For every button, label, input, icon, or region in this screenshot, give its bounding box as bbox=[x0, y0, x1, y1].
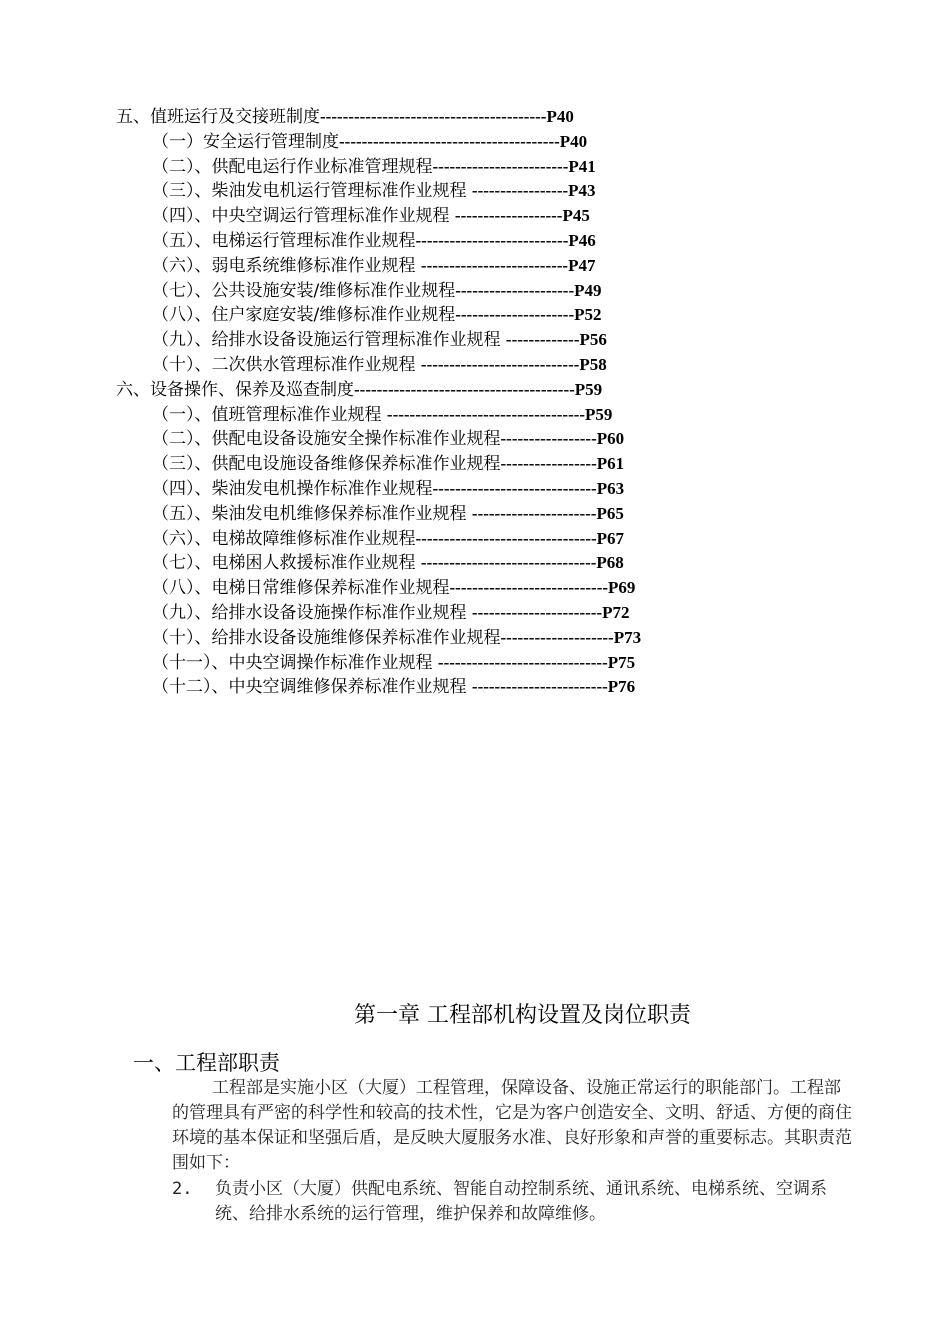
toc-entry-title: 六、设备操作、保养及巡查制度 bbox=[116, 379, 354, 400]
toc-entry-page: P52 bbox=[574, 305, 602, 325]
toc-entry[interactable] bbox=[0, 105, 950, 130]
intro-paragraph bbox=[172, 1076, 852, 1176]
toc-entry-title: （一）、值班管理标准作业规程 bbox=[152, 404, 387, 425]
toc-entry-leader: --------------------- bbox=[455, 305, 575, 325]
toc-entry-title: （十一）、中央空调操作标准作业规程 bbox=[152, 652, 438, 673]
toc-entry[interactable] bbox=[0, 576, 950, 601]
toc-entry-page: P68 bbox=[596, 553, 624, 573]
toc-entry[interactable] bbox=[0, 675, 950, 700]
toc-entry[interactable] bbox=[0, 204, 950, 229]
toc-entry[interactable] bbox=[0, 651, 950, 676]
toc-entry-page: P67 bbox=[596, 528, 625, 548]
toc-entry-page: P73 bbox=[613, 627, 642, 647]
toc-entry-leader: -------------------- bbox=[500, 627, 614, 647]
toc-entry-title: （四）、中央空调运行管理标准作业规程 bbox=[152, 206, 455, 227]
toc-entry-page: P61 bbox=[596, 454, 625, 474]
toc-entry-page: P58 bbox=[579, 354, 607, 374]
toc-entry-leader: ---------------------- bbox=[471, 503, 597, 523]
toc-entry-leader: ------------------------------ bbox=[437, 652, 608, 672]
toc-entry-title: （九）、给排水设备设施操作标准作业规程 bbox=[152, 602, 472, 623]
toc-entry-leader: --------------------------------------- bbox=[354, 379, 575, 399]
toc-entry[interactable] bbox=[0, 527, 950, 552]
list-item-text: 负责小区（大厦）供配电系统、智能自动控制系统、通讯系统、电梯系统、空调系统、给排水系统的运行管理，维护保养和故障维修。 bbox=[215, 1179, 827, 1224]
toc-entry[interactable] bbox=[0, 155, 950, 180]
toc-entry[interactable] bbox=[0, 303, 950, 328]
toc-entry-leader: ------------------- bbox=[454, 206, 563, 226]
table-of-contents bbox=[0, 105, 950, 700]
toc-entry-title: 五、值班运行及交接班制度 bbox=[116, 107, 320, 127]
toc-entry-title: （七）、电梯困人救援标准作业规程 bbox=[152, 553, 421, 574]
toc-entry-title: （五）、柴油发电机维修保养标准作业规程 bbox=[152, 503, 472, 524]
chapter-title: 第一章 工程部机构设置及岗位职责 bbox=[354, 1003, 691, 1028]
toc-entry[interactable] bbox=[0, 378, 950, 403]
toc-entry-leader: ----------------------------- bbox=[432, 478, 597, 498]
toc-entry-leader: ---------------------------------------- bbox=[320, 107, 547, 126]
toc-entry-leader: --------------------------------------- bbox=[339, 131, 560, 151]
toc-entry[interactable] bbox=[0, 279, 950, 304]
toc-entry-leader: -------------------------------- bbox=[415, 528, 597, 548]
toc-entry-title: （二）、供配电设备设施安全操作标准作业规程 bbox=[152, 429, 501, 450]
toc-entry-page: P43 bbox=[568, 181, 596, 201]
toc-entry-page: P69 bbox=[608, 578, 636, 598]
toc-entry-title: （四）、柴油发电机操作标准作业规程 bbox=[152, 478, 433, 499]
toc-entry[interactable] bbox=[0, 130, 950, 155]
toc-entry[interactable] bbox=[0, 551, 950, 576]
toc-entry-page: P59 bbox=[585, 404, 613, 424]
toc-entry-page: P59 bbox=[574, 379, 603, 399]
toc-entry-title: （五）、电梯运行管理标准作业规程 bbox=[152, 230, 416, 251]
toc-entry[interactable] bbox=[0, 254, 950, 279]
toc-entry[interactable] bbox=[0, 477, 950, 502]
toc-entry-title: （八）、住户家庭安装/维修标准作业规程 bbox=[152, 305, 456, 326]
toc-entry-leader: --------------------------- bbox=[415, 230, 569, 250]
toc-entry-leader: ---------------------------- bbox=[449, 578, 609, 598]
toc-entry-title: （一）安全运行管理制度 bbox=[152, 131, 339, 152]
toc-entry-page: P45 bbox=[562, 206, 590, 226]
toc-entry-page: P72 bbox=[602, 602, 630, 622]
toc-entry[interactable] bbox=[0, 601, 950, 626]
toc-entry-title: （三）、柴油发电机运行管理标准作业规程 bbox=[152, 181, 472, 202]
toc-entry-title: （六）、电梯故障维修标准作业规程 bbox=[152, 528, 416, 549]
toc-entry-page: P63 bbox=[596, 478, 625, 498]
list-item bbox=[172, 1177, 852, 1227]
toc-entry-title: （三）、供配电设施设备维修保养标准作业规程 bbox=[152, 454, 501, 475]
toc-entry[interactable] bbox=[0, 353, 950, 378]
toc-entry-page: P76 bbox=[607, 677, 636, 697]
toc-entry-title: （十二）、中央空调维修保养标准作业规程 bbox=[152, 677, 472, 698]
toc-entry-title: （九）、给排水设备设施运行管理标准作业规程 bbox=[152, 330, 506, 351]
list-item-number: 2. bbox=[172, 1179, 193, 1199]
toc-entry[interactable] bbox=[0, 626, 950, 651]
toc-entry-title: （八）、电梯日常维修保养标准作业规程 bbox=[152, 578, 450, 599]
toc-entry-page: P75 bbox=[607, 652, 636, 672]
toc-entry-leader: ------------------------ bbox=[471, 677, 608, 697]
toc-entry[interactable] bbox=[0, 452, 950, 477]
toc-entry-page: P47 bbox=[568, 255, 596, 275]
toc-entry-leader: ------------------------ bbox=[432, 156, 569, 176]
toc-entry[interactable] bbox=[0, 179, 950, 204]
toc-entry-leader: ----------------- bbox=[500, 454, 597, 474]
toc-entry-leader: ----------------------------------- bbox=[386, 404, 586, 424]
toc-entry-page: P41 bbox=[568, 156, 596, 176]
toc-entry-page: P49 bbox=[574, 280, 602, 300]
toc-entry-title: （十）、二次供水管理标准作业规程 bbox=[152, 354, 421, 375]
toc-entry-leader: ------------------------------- bbox=[420, 553, 597, 573]
toc-entry-title: （十）、给排水设备设施维修保养标准作业规程 bbox=[152, 627, 501, 648]
toc-entry[interactable] bbox=[0, 403, 950, 428]
toc-entry-leader: --------------------- bbox=[455, 280, 575, 300]
toc-entry-page: P40 bbox=[546, 107, 574, 126]
toc-entry-leader: ------------- bbox=[505, 330, 580, 350]
toc-entry-page: P46 bbox=[568, 230, 596, 250]
intro-paragraph-text: 工程部是实施小区（大厦）工程管理，保障设备、设施正常运行的职能部门。工程部的管理具有严密的科学性和较高的技术性，它是为客户创造安全、文明、舒适、方便的商住环境的基本保证和坚强后盾，是反映大厦服务水准、良好形象和声誉的重要标志。其职责范围如下： bbox=[172, 1078, 852, 1173]
toc-entry[interactable] bbox=[0, 427, 950, 452]
toc-entry[interactable] bbox=[0, 502, 950, 527]
toc-entry-title: （七）、公共设施安装/维修标准作业规程 bbox=[152, 280, 456, 301]
toc-entry-leader: ---------------------------- bbox=[420, 354, 580, 374]
toc-entry[interactable] bbox=[0, 229, 950, 254]
toc-entry-leader: ----------------- bbox=[471, 181, 569, 201]
toc-entry[interactable] bbox=[0, 328, 950, 353]
toc-entry-title: （六）、弱电系统维修标准作业规程 bbox=[152, 255, 421, 276]
toc-entry-leader: ----------------------- bbox=[471, 602, 603, 622]
toc-entry-page: P65 bbox=[596, 503, 624, 523]
toc-entry-page: P40 bbox=[559, 131, 588, 151]
toc-entry-title: （二）、供配电运行作业标准管理规程 bbox=[152, 156, 433, 177]
toc-entry-page: P60 bbox=[596, 429, 625, 449]
section-title: 一、工程部职责 bbox=[133, 1051, 280, 1075]
toc-entry-page: P56 bbox=[579, 330, 607, 350]
toc-entry-leader: -------------------------- bbox=[420, 255, 569, 275]
toc-entry-leader: ----------------- bbox=[500, 429, 597, 449]
